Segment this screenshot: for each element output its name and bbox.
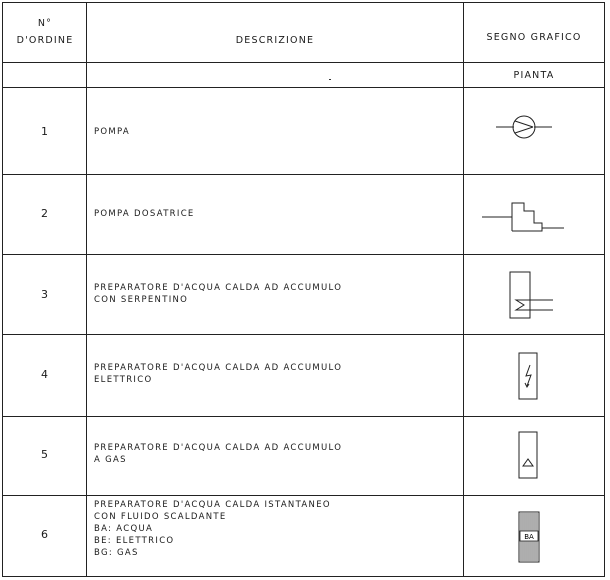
description-line: POMPA DOSATRICE	[94, 209, 195, 219]
row-description	[94, 442, 454, 466]
instantaneous-heater-symbol	[517, 510, 545, 565]
coil-storage-heater-symbol	[507, 269, 567, 324]
header-num-line1: N°	[37, 18, 53, 29]
row-number: 1	[41, 125, 49, 138]
pump-symbol	[496, 112, 576, 142]
description-line: ELETTRICO	[94, 375, 153, 385]
description-line: PREPARATORE D'ACQUA CALDA ISTANTANEO	[94, 500, 331, 510]
row-number: 4	[41, 368, 49, 381]
row-number: 3	[41, 288, 49, 301]
description-line: BA: ACQUA	[94, 524, 154, 534]
table-border-left-outer	[2, 2, 3, 577]
row-description	[94, 282, 454, 306]
description-line: A GAS	[94, 455, 127, 465]
row-description	[94, 499, 454, 559]
gas-storage-heater-symbol	[516, 430, 546, 485]
column-divider-2	[463, 2, 464, 577]
row-number: 2	[41, 207, 49, 220]
table-border-top	[2, 2, 605, 3]
row-description	[94, 208, 454, 220]
table-border-bottom	[2, 576, 605, 577]
row-divider-4	[2, 416, 605, 417]
scan-speck	[329, 79, 331, 80]
row-divider-3	[2, 334, 605, 335]
description-line: PREPARATORE D'ACQUA CALDA AD ACCUMULO	[94, 363, 343, 373]
description-line: CON SERPENTINO	[94, 295, 189, 305]
row-divider-1	[2, 174, 605, 175]
subheader-divider	[2, 87, 605, 88]
description-line: POMPA	[94, 127, 131, 137]
symbol-table	[2, 2, 605, 577]
description-line: BE: ELETTRICO	[94, 536, 175, 546]
header-num-line2: D'ORDINE	[16, 35, 74, 46]
header-symbol: SEGNO GRAFICO	[486, 32, 582, 43]
row-divider-2	[2, 254, 605, 255]
description-line: BG: GAS	[94, 548, 139, 558]
header-description: DESCRIZIONE	[235, 35, 315, 46]
description-line: PREPARATORE D'ACQUA CALDA AD ACCUMULO	[94, 443, 343, 453]
row-number: 6	[41, 528, 49, 541]
row-description	[94, 362, 454, 386]
column-divider-1	[86, 2, 87, 577]
header-divider	[2, 62, 605, 63]
dosing-pump-symbol	[482, 197, 572, 242]
description-line: CON FLUIDO SCALDANTE	[94, 512, 227, 522]
row-description	[94, 126, 454, 138]
description-line: PREPARATORE D'ACQUA CALDA AD ACCUMULO	[94, 283, 343, 293]
row-divider-5	[2, 495, 605, 496]
electric-storage-heater-symbol	[516, 351, 546, 406]
header-pianta: PIANTA	[513, 70, 555, 81]
table-border-right	[604, 2, 605, 577]
row-number: 5	[41, 448, 49, 461]
heater-code-label: BA	[524, 533, 534, 541]
